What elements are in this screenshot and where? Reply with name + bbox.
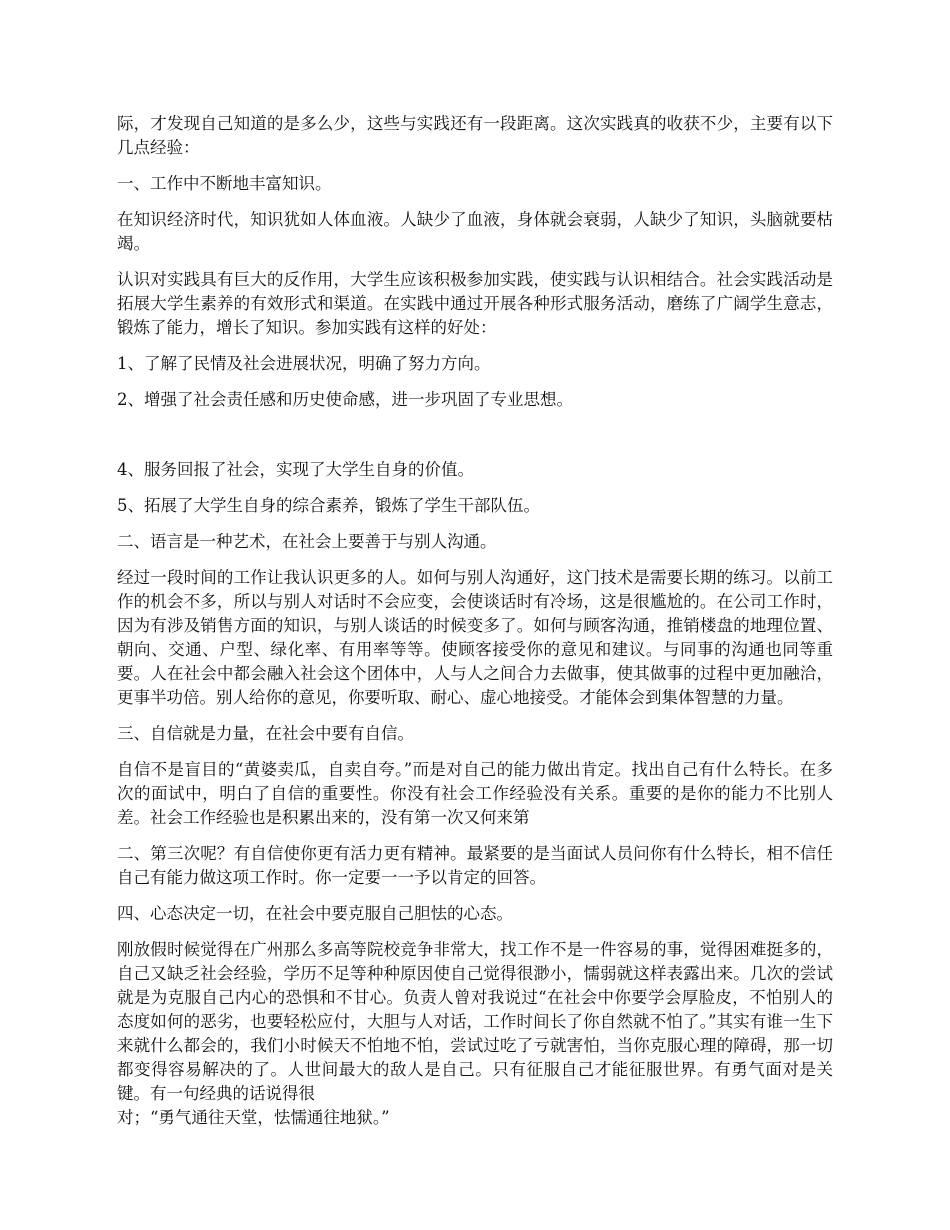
- list-item-2: 2、增强了社会责任感和历史使命感，进一步巩固了专业思想。: [117, 390, 573, 409]
- paragraph-attitude-end: 对；“勇气通往天堂，怯懦通往地狱。”: [117, 1108, 390, 1127]
- list-item-4: 4、服务回报了社会，实现了大学生自身的价值。: [117, 460, 474, 479]
- paragraph-confidence: 自信不是盲目的“黄婆卖瓜，自卖自夸。”而是对自己的能力做出肯定。找出自己有什么特长。在多次的面试中，明白了自信的重要性。你没有社会工作经验没有关系。重要的是你的能力不比别人差。社会工作经验也是积累出来的，没有第一次又何来第: [117, 760, 833, 827]
- paragraph-attitude: 刚放假时候觉得在广州那么多高等院校竞争非常大，找工作不是一件容易的事，觉得困难挺多的，自己又缺乏社会经验，学历不足等种种原因使自己觉得很渺小，懦弱就这样表露出来。几次的尝试就是为克服自己内心的恐惧和不甘心。负责人曾对我说过“在社会中你要学会厚脸皮，不怕别人的态度如何的恶劣，也要轻松应付，大胆与人对话，工作时间长了你自然就不怕了。”其实有谁一生下来就什么都会的，我们小时候天不怕地不怕，尝试过吃了亏就害怕，当你克服心理的障碍，那一切都变得容易解决的了。人世间最大的敌人是自己。只有征服自己才能征服世界。有勇气面对是关键。有一句经典的话说得很: [117, 940, 833, 1103]
- paragraph-practice: 认识对实践具有巨大的反作用，大学生应该积极参加实践，使实践与认识相结合。社会实践活动是拓展大学生素养的有效形式和渠道。在实践中通过开展各种形式服务活动，磨练了广阔学生意志，锻炼了能力，增长了知识。参加实践有这样的好处：: [117, 270, 833, 337]
- paragraph-intro: 际，才发现自己知道的是多么少，这些与实践还有一段距离。这次实践真的收获不少，主要有以下几点经验：: [117, 114, 833, 157]
- heading-section-4: 四、心态决定一切，在社会中要克服自己胆怯的心态。: [117, 904, 513, 923]
- paragraph-communication: 经过一段时间的工作让我认识更多的人。如何与别人沟通好，这门技术是需要长期的练习。以前工作的机会不多，所以与别人对话时不会应变，会使谈话时有冷场，这是很尴尬的。在公司工作时，因为有涉及销售方面的知识，与别人谈话的时候变多了。如何与顾客沟通，推销楼盘的地理位置、朝向、交通、户型、绿化率、有用率等等。使顾客接受你的意见和建议。与同事的沟通也同等重要。人在社会中都会融入社会这个团体中，人与人之间合力去做事，使其做事的过程中更加融洽，更事半功倍。别人给你的意见，你要听取、耐心、虚心地接受。才能体会到集体智慧的力量。: [117, 568, 833, 707]
- document-page: [117, 112, 833, 1130]
- heading-section-2: 二、语言是一种艺术，在社会上要善于与别人沟通。: [117, 532, 497, 551]
- list-item-5: 5、拓展了大学生自身的综合素养，锻炼了学生干部队伍。: [117, 496, 540, 515]
- paragraph-knowledge: 在知识经济时代，知识犹如人体血液。人缺少了血液，身体就会衰弱，人缺少了知识，头脑就要枯竭。: [117, 210, 833, 253]
- paragraph-confidence-cont: 二、第三次呢？有自信使你更有活力更有精神。最紧要的是当面试人员问你有什么特长，相不信任自己有能力做这项工作时。你一定要一一予以肯定的回答。: [117, 844, 833, 887]
- list-item-1: 1、了解了民情及社会进展状况，明确了努力方向。: [117, 354, 491, 373]
- heading-section-3: 三、自信就是力量，在社会中要有自信。: [117, 724, 414, 743]
- heading-section-1: 一、工作中不断地丰富知识。: [117, 174, 332, 193]
